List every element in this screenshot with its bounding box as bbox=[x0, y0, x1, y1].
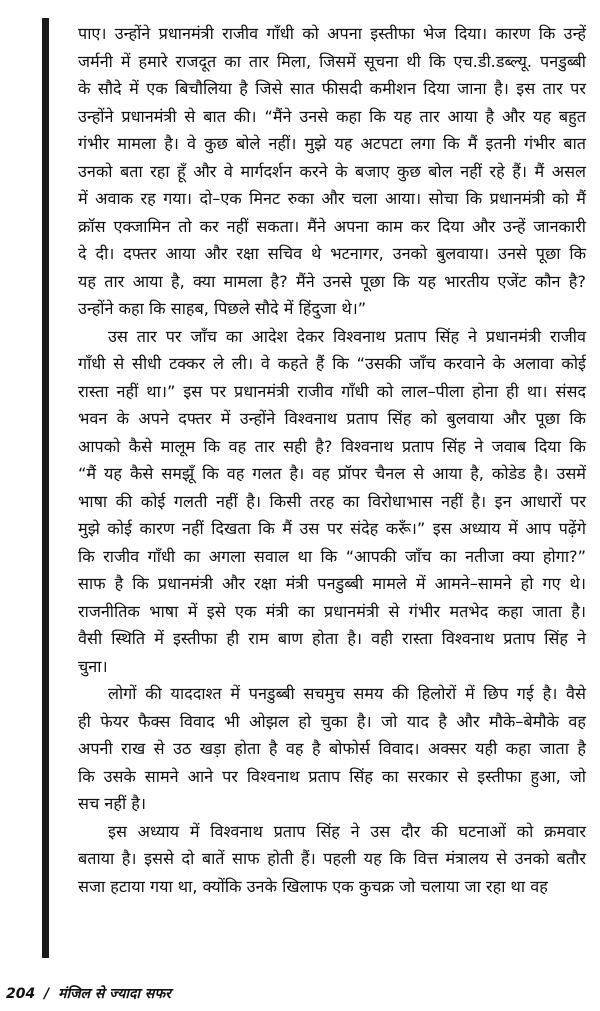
paragraph bbox=[78, 323, 586, 681]
text-line: कि राजीव गाँधी का अगला सवाल था कि “आपकी जाँच का नतीजा क्या होगा?” bbox=[78, 546, 586, 566]
text-line: अपनी राख से उठ खड़ा होता है वह है बोफोर्स विवाद। अक्सर यही कहा जाता है bbox=[78, 739, 586, 758]
book-title: मंजिल से ज्यादा सफर bbox=[58, 986, 171, 1002]
text-line: भाषा की कोई गलती नहीं है। किसी तरह का विरोधाभास नहीं है। इन आधारों पर bbox=[78, 491, 586, 511]
text-line: पाए। उन्होंने प्रधानमंत्री राजीव गाँधी को अपना इस्तीफा भेज दिया। कारण कि उन्हें bbox=[78, 24, 586, 43]
text-line: भवन के अपने दफ्तर में उन्होंने विश्वनाथ प्रताप सिंह को बुलवाया और पूछा कि bbox=[78, 409, 586, 428]
page-number: 204 bbox=[6, 986, 36, 1002]
paragraph bbox=[78, 818, 586, 901]
text-line: वैसी स्थिति में इस्तीफा ही राम बाण होता है। वही रास्ता विश्वनाथ प्रताप सिंह ने bbox=[78, 629, 586, 648]
text-line: में अवाक रह गया। दो–एक मिनट रुका और चला आया। सोचा कि प्रधानमंत्री को मैं bbox=[78, 189, 586, 208]
text-line: जर्मनी में हमारे राजदूत का तार मिला, जिसमें सूचना थी कि एच.डी.डब्ल्यू. पनडुब्बी bbox=[78, 51, 586, 71]
text-line: दे दी। दफ्तर आया और रक्षा सचिव थे भटनागर, उनको बुलवाया। उनसे पूछा कि bbox=[78, 244, 586, 263]
text-line: उस तार पर जाँच का आदेश देकर विश्वनाथ प्रताप सिंह ने प्रधानमंत्री राजीव bbox=[108, 326, 586, 346]
paragraph bbox=[78, 680, 586, 818]
text-line: सजा हटाया गया था, क्योंकि उनके खिलाफ एक कुचक्र जो चलाया जा रहा था वह bbox=[78, 876, 548, 896]
body-text bbox=[78, 20, 586, 900]
page-footer bbox=[6, 984, 175, 1003]
text-line: “मैं यह कैसे समझूँ कि वह गलत है। वह प्रॉपर चैनल से आया है, कोडेड है। उसमें bbox=[78, 464, 586, 483]
text-line: उन्होंने कहा कि साहब, पिछले सौदे में हिंदुजा थे।” bbox=[78, 299, 367, 318]
text-line: के सौदे में एक बिचौलिया है जिसे सात फीसदी कमीशन दिया जाना है। इस तार पर bbox=[78, 79, 586, 98]
text-line: लोगों की याददाश्त में पनडुब्बी सचमुच समय की हिलोरों में छिप गई है। वैसे bbox=[108, 684, 586, 703]
text-line: आपको कैसे मालूम कि वह तार सही है? विश्वनाथ प्रताप सिंह ने जवाब दिया कि bbox=[78, 436, 586, 456]
text-line: उनको बता रहा हूँ और वे मार्गदर्शन करने के बजाए कुछ बोल नहीं रहे हैं। मैं असल bbox=[78, 161, 586, 181]
footer-separator: / bbox=[44, 986, 50, 1002]
text-line: यह तार आया है, क्या मामला है? मैंने उनसे पूछा कि यह भारतीय एजेंट कौन है? bbox=[78, 271, 586, 291]
text-line: चुना। bbox=[78, 656, 108, 676]
text-line: सच नहीं है। bbox=[78, 794, 147, 813]
text-line: ही फेयर फैक्स विवाद भी ओझल हो चुका है। जो याद है और मौके–बेमौके वह bbox=[78, 711, 586, 731]
margin-rule bbox=[42, 18, 49, 958]
text-line: रास्ता नहीं था।” इस पर प्रधानमंत्री राजीव गाँधी को लाल–पीला होना ही था। संसद bbox=[78, 381, 586, 401]
text-line: राजनीतिक भाषा में इसे एक मंत्री का प्रधानमंत्री से गंभीर मतभेद कहा जाता है। bbox=[78, 601, 586, 621]
text-line: कि उसके सामने आने पर विश्वनाथ प्रताप सिंह का सरकार से इस्तीफा हुआ, जो bbox=[78, 766, 586, 786]
paragraph bbox=[78, 20, 586, 323]
text-line: गाँधी से सीधी टक्कर ले ली। वे कहते हैं कि “उसकी जाँच करवाने के अलावा कोई bbox=[78, 354, 586, 373]
text-line: बताया है। इससे दो बातें साफ होती हैं। पहली यह कि वित्त मंत्रालय से उनको बतौर bbox=[78, 849, 586, 868]
text-line: साफ है कि प्रधानमंत्री और रक्षा मंत्री पनडुब्बी मामले में आमने–सामने हो गए थे। bbox=[78, 574, 586, 593]
text-line: क्रॉस एक्जामिन तो कर नहीं सकता। मैंने अपना काम कर दिया और उन्हें जानकारी bbox=[78, 216, 586, 236]
text-line: गंभीर मामला है। वे कुछ बोले नहीं। मुझे यह अटपटा लगा कि मैं इतनी गंभीर बात bbox=[78, 134, 586, 153]
text-line: इस अध्याय में विश्वनाथ प्रताप सिंह ने उस दौर की घटनाओं को क्रमवार bbox=[108, 821, 586, 841]
text-line: उन्होंने प्रधानमंत्री से बात की। “मैंने उनसे कहा कि यह तार आया है और यह बहुत bbox=[78, 106, 586, 126]
text-line: मुझे कोई कारण नहीं दिखता कि मैं उस पर संदेह करूँ।” इस अध्याय में आप पढ़ेंगे bbox=[78, 519, 586, 538]
